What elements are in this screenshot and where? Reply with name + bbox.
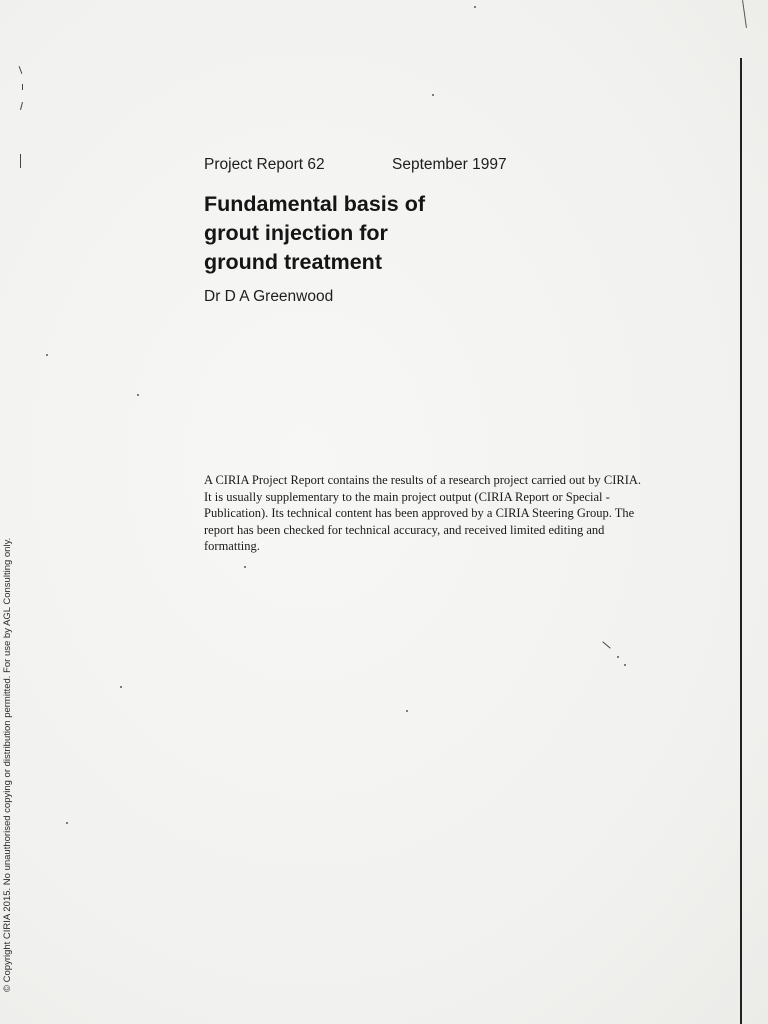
description-line: It is usually supplementary to the main project output (CIRIA Report or Special - [204,489,610,504]
description-line: Publication). Its technical content has been approved by a CIRIA Steering Group. The [204,506,635,520]
scan-speck [66,822,68,824]
scan-speck [432,94,434,96]
report-header [204,156,524,178]
report-date: September 1997 [392,156,507,173]
title-line: grout injection for [204,221,388,245]
scan-speck [624,664,626,666]
scan-speck [406,710,408,712]
scan-mark [20,154,21,168]
copyright-notice: © Copyright CIRIA 2015. No unauthorised copying or distribution permitted. For use by AGL Consulting only. [2,537,13,992]
scan-mark [20,102,23,110]
description-line: formatting. [204,539,260,553]
scan-mark [19,66,23,74]
description-line: report has been checked for technical accuracy, and received limited editing and [204,522,605,537]
title-line: ground treatment [204,250,382,274]
scan-edge-mark [742,0,747,28]
description-line: A CIRIA Project Report contains the results of a research project carried out by CIRIA. [204,473,642,487]
report-number: Project Report 62 [204,156,325,173]
report-title [204,190,524,277]
scan-speck [120,686,122,688]
title-line: Fundamental basis of [204,192,426,216]
report-author: Dr D A Greenwood [204,288,334,305]
scan-mark [22,84,23,90]
scan-mark [602,641,610,648]
scan-edge-line [740,58,742,1024]
scan-speck [244,566,246,568]
scan-speck [617,656,619,658]
scan-speck [137,394,139,396]
scan-speck [46,354,48,356]
report-description [204,472,674,555]
scan-speck [474,6,476,8]
